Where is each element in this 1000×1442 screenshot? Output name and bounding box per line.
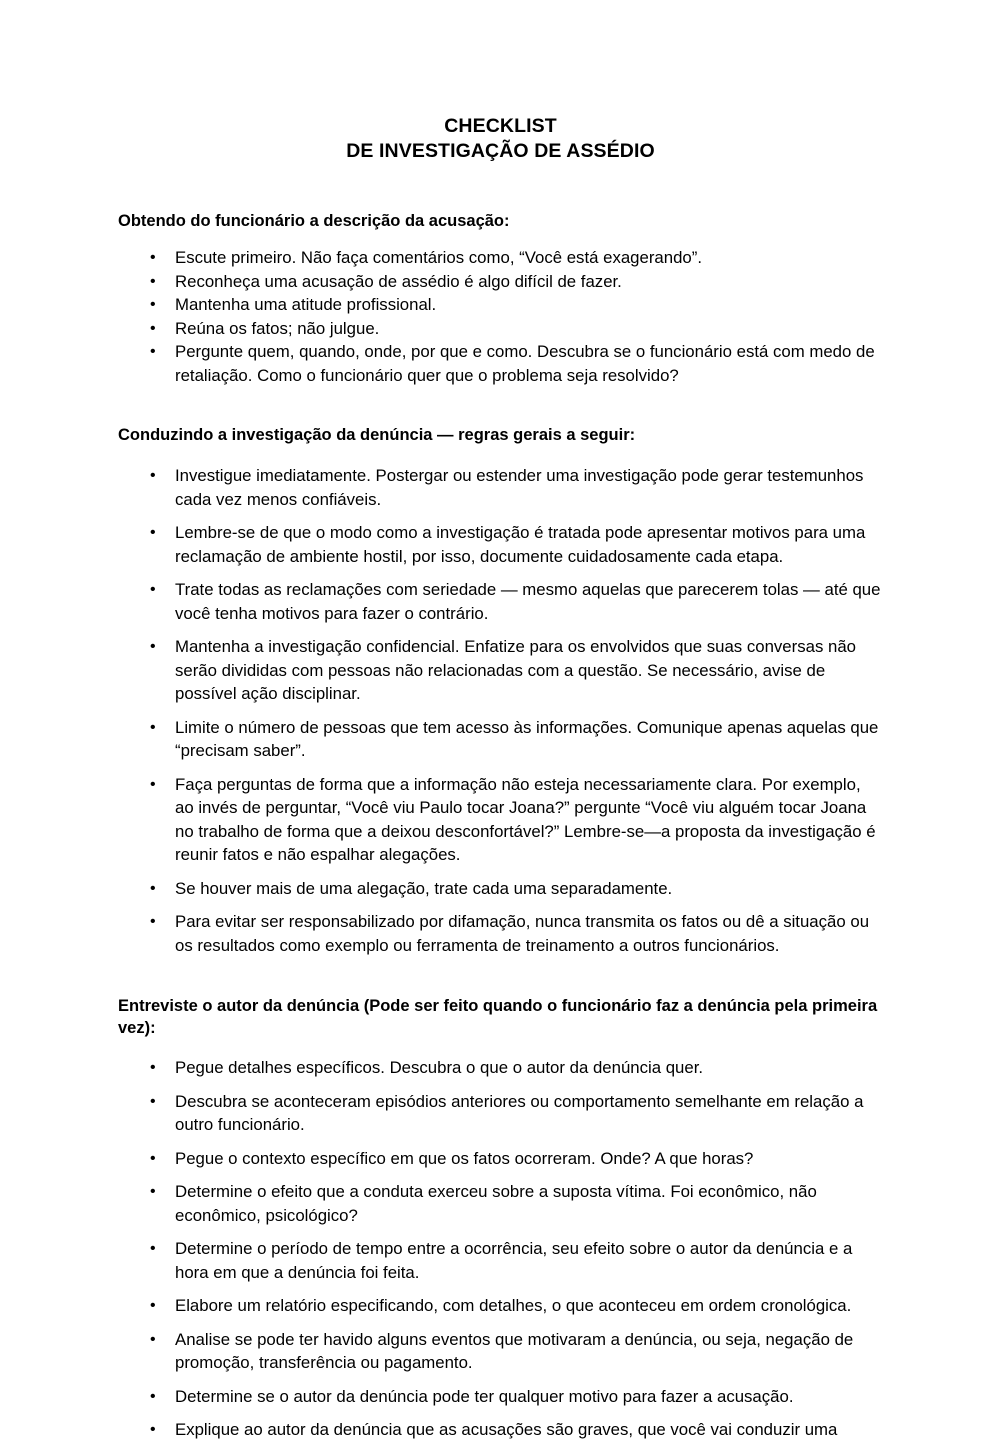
- checklist-1: [118, 246, 883, 387]
- list-item: • Determine se o autor da denúncia pode ter qualquer motivo para fazer a acusação.: [118, 1385, 883, 1409]
- list-item: • Analise se pode ter havido alguns eventos que motivaram a denúncia, ou seja, negação de promoção, transferência ou pagamento.: [118, 1328, 883, 1375]
- section-heading-1: Obtendo do funcionário a descrição da acusação:: [118, 212, 510, 230]
- list-item: • Reúna os fatos; não julgue.: [118, 317, 883, 341]
- list-item: • Faça perguntas de forma que a informação não esteja necessariamente clara. Por exemplo, ao invés de perguntar, “Você viu Paulo tocar Joana?” pergunte “Você viu alguém tocar Joana no trabalho de forma que a deixou desconfortável?” Lembre-se—a proposta da investigação é reunir fatos e não espalhar alegações.: [118, 773, 883, 867]
- document-title-line-1: CHECKLIST: [444, 115, 557, 137]
- checklist-2: [118, 464, 883, 957]
- spacer-heading-2: [118, 446, 883, 464]
- list-item: • Determine o período de tempo entre a ocorrência, seu efeito sobre o autor da denúncia e a hora em que a denúncia foi feita.: [118, 1237, 883, 1284]
- checklist-3: [118, 1056, 883, 1442]
- list-item: • Para evitar ser responsabilizado por difamação, nunca transmita os fatos ou dê a situação ou os resultados como exemplo ou ferramenta de treinamento a outros funcionários.: [118, 910, 883, 957]
- document-title-line-2: DE INVESTIGAÇÃO DE ASSÉDIO: [346, 140, 655, 162]
- document-body: [118, 114, 883, 1442]
- spacer-heading-3: [118, 1039, 883, 1056]
- spacer-heading-1: [118, 232, 883, 246]
- list-item: • Pegue detalhes específicos. Descubra o que o autor da denúncia quer.: [118, 1056, 883, 1080]
- list-item: • Mantenha uma atitude profissional.: [118, 293, 883, 317]
- list-item: • Reconheça uma acusação de assédio é algo difícil de fazer.: [118, 270, 883, 294]
- section-heading-3: Entreviste o autor da denúncia (Pode ser feito quando o funcionário faz a denúncia pela primeira vez):: [118, 997, 878, 1037]
- section-entreviste-autor: [118, 995, 883, 1442]
- list-item: • Pergunte quem, quando, onde, por que e como. Descubra se o funcionário está com medo de retaliação. Como o funcionário quer que o problema seja resolvido?: [118, 340, 883, 387]
- list-item: • Determine o efeito que a conduta exerceu sobre a suposta vítima. Foi econômico, não econômico, psicológico?: [118, 1180, 883, 1227]
- document-title: [118, 114, 883, 164]
- list-item: • Limite o número de pessoas que tem acesso às informações. Comunique apenas aquelas que “precisam saber”.: [118, 716, 883, 763]
- section-obtendo-descricao: [118, 210, 883, 387]
- list-item: • Escute primeiro. Não faça comentários como, “Você está exagerando”.: [118, 246, 883, 270]
- list-item: • Elabore um relatório especificando, com detalhes, o que aconteceu em ordem cronológica.: [118, 1294, 883, 1318]
- list-item: • Lembre-se de que o modo como a investigação é tratada pode apresentar motivos para uma reclamação de ambiente hostil, por isso, documente cuidadosamente cada etapa.: [118, 521, 883, 568]
- spacer-section-2: [118, 957, 883, 995]
- list-item: • Trate todas as reclamações com seriedade — mesmo aquelas que parecerem tolas — até que você tenha motivos para fazer o contrário.: [118, 578, 883, 625]
- spacer-section-1: [118, 387, 883, 424]
- list-item: • Descubra se aconteceram episódios anteriores ou comportamento semelhante em relação a outro funcionário.: [118, 1090, 883, 1137]
- list-item: • Explique ao autor da denúncia que as acusações são graves, que você vai conduzir uma: [118, 1418, 883, 1442]
- section-heading-2: Conduzindo a investigação da denúncia — regras gerais a seguir:: [118, 426, 636, 444]
- section-conduzindo-investigacao: [118, 424, 883, 957]
- list-item: • Pegue o contexto específico em que os fatos ocorreram. Onde? A que horas?: [118, 1147, 883, 1171]
- list-item: • Mantenha a investigação confidencial. Enfatize para os envolvidos que suas conversas não serão divididas com pessoas não relacionadas com a questão. Se necessário, avise de possível ação disciplinar.: [118, 635, 883, 706]
- list-item: • Investigue imediatamente. Postergar ou estender uma investigação pode gerar testemunhos cada vez menos confiáveis.: [118, 464, 883, 511]
- list-item: • Se houver mais de uma alegação, trate cada uma separadamente.: [118, 877, 883, 901]
- spacer-title: [118, 164, 883, 210]
